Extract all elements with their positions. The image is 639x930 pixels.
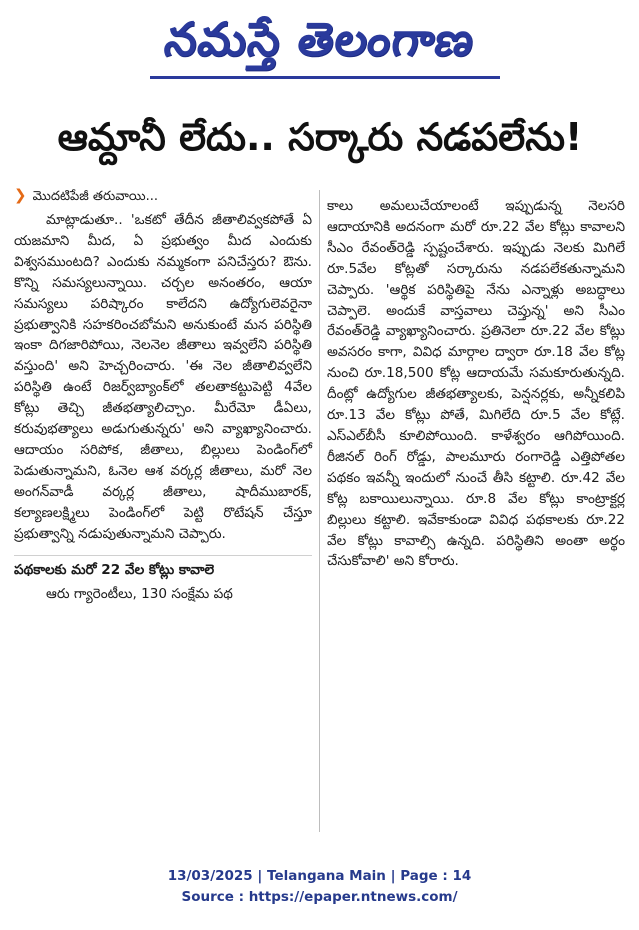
- article-paragraph: ఆరు గ్యారెంటీలు, 130 సంక్షేమ పథ: [46, 585, 233, 602]
- article-paragraph: కాలు అమలుచేయాలంటే ఇప్పుడున్న నెలసరి ఆదాయానికి అదనంగా మరో రూ.22 వేల కోట్లు కావాలని సీఎం రేవంత్‌రెడ్డి స్పష్టంచేశారు. ఇప్పుడు నెలకు మిగిలే రూ.5వేల కోట్లతో సర్కారును నడపలేకతున్నామని చెప్పారు. 'ఆర్థిక పరిస్థితిపై నేను ఎన్నాళ్లు అబద్ధాలు చెప్పాలె. అందుకే వాస్తవాలు చెప్తున్న' అని సీఎం రేవంత్‌రెడ్డి వ్యాఖ్యానించారు. ప్రతినెలా రూ.22 వేల కోట్లు అవసరం కాగా, వివిధ మార్గాల ద్వారా రూ.18 వేల కోట్ల నుంచి రూ.18,500 కోట్ల ఆదాయమే సమకూరుతున్నది. దీంట్లో ఉద్యోగుల జీతభత్యాలకు, పెన్షనర్లకు, అన్నీకలిపి రూ.13 వేల కోట్లు పోతే, మిగిలేది రూ.5 వేల కోట్లే. ఎస్‌ఎల్‌బీసీ కూలిపోయింది. కాళేశ్వరం ఆగిపోయింది. రీజినల్ రింగ్ రోడ్డు, పాలమూరు రంగారెడ్డి ఎత్తిపోతల పథకం ఇవన్నీ ఇందులో నుంచే తీసి కట్టాలి. రూ.42 వేల కోట్ల బకాయిలున్నాయి. రూ.8 వేల కోట్లు కాంట్రాక్టర్ల బిల్లులు కట్టాలి. ఇవేకాకుండా వివిధ పథకాలకు రూ.22 వేల కోట్లు కావాల్సి ఉన్నది. పరిస్థితిని అంతా అర్థం చేసుకోవాలి' అని కోరారు.: [327, 198, 625, 570]
- chevron-right-icon: ❯: [14, 186, 27, 204]
- masthead: [0, 6, 639, 78]
- column-divider: [319, 190, 320, 832]
- source-link[interactable]: Source : https://epaper.ntnews.com/: [181, 889, 458, 905]
- article-subheading: పథకాలకు మరో 22 వేల కోట్లు కావాలె: [14, 555, 312, 580]
- article-paragraph: మాట్లాడుతూ.. 'ఒకటో తేదీన జీతాలివ్వకపోతే ఏ యజమాని మీద, ఏ ప్రభుత్వం మీద ఎందుకు విశ్వసముంటది? ఎందుకు నమ్మకంగా పనిచేస్తరు? ఔను. కొన్ని సమస్యలున్నాయి. చర్చల అనంతరం, ఆయా సమస్యలు పరిష్కారం కాలేదని ఉద్యోగులెవరైనా ప్రభుత్వానికి సహకరించబోమని అనుకుంటే మన పరిస్థితి ఇంకా దిగజారిపోయి, నెలనెల జీతాలు ఇవ్వలేని పరిస్థితి వస్తుంది' అని హెచ్చరించారు. 'ఈ నెల జీతాలివ్వలేని పరిస్థితి ఉంటే రిజర్వ్‌బ్యాంక్‌లో తలతాకట్టుపెట్టి 4వేల కోట్లు తెచ్చి జీతభత్యాలిచ్చాం. మీరేమో డీఏలు, కరువుభత్యాలు అడుగుతున్నరు' అని వ్యాఖ్యానించారు. ఆదాయం సరిపోక, జీతాలు, బిల్లులు పెండింగ్‌లో పెడుతున్నామని, ఓనెల ఆశ వర్కర్ల జీతాలు, మరో నెల అంగన్‌వాడీ వర్కర్ల జీతాలు, షాదీముబారక్, కల్యాణలక్ష్మిలు పెండింగ్‌లో పెట్టి రొటేషన్ చేస్తూ ప్రభుత్వాన్ని నడుపుతున్నామని చెప్పారు.: [14, 212, 312, 542]
- article-column-right: [327, 196, 625, 574]
- page-footer: [0, 866, 639, 908]
- article-column-left: [14, 210, 312, 606]
- continuation-label: [14, 184, 158, 206]
- masthead-title: నమస్తే తెలంగాణ: [161, 12, 478, 66]
- article-headline: ఆమ్దానీ లేదు.. సర్కారు నడపలేను!: [57, 115, 583, 159]
- masthead-underline: [150, 76, 500, 79]
- continuation-text: మొదటిపేజీ తరువాయి...: [32, 189, 158, 204]
- edition-info: 13/03/2025 | Telangana Main | Page : 14: [167, 868, 472, 884]
